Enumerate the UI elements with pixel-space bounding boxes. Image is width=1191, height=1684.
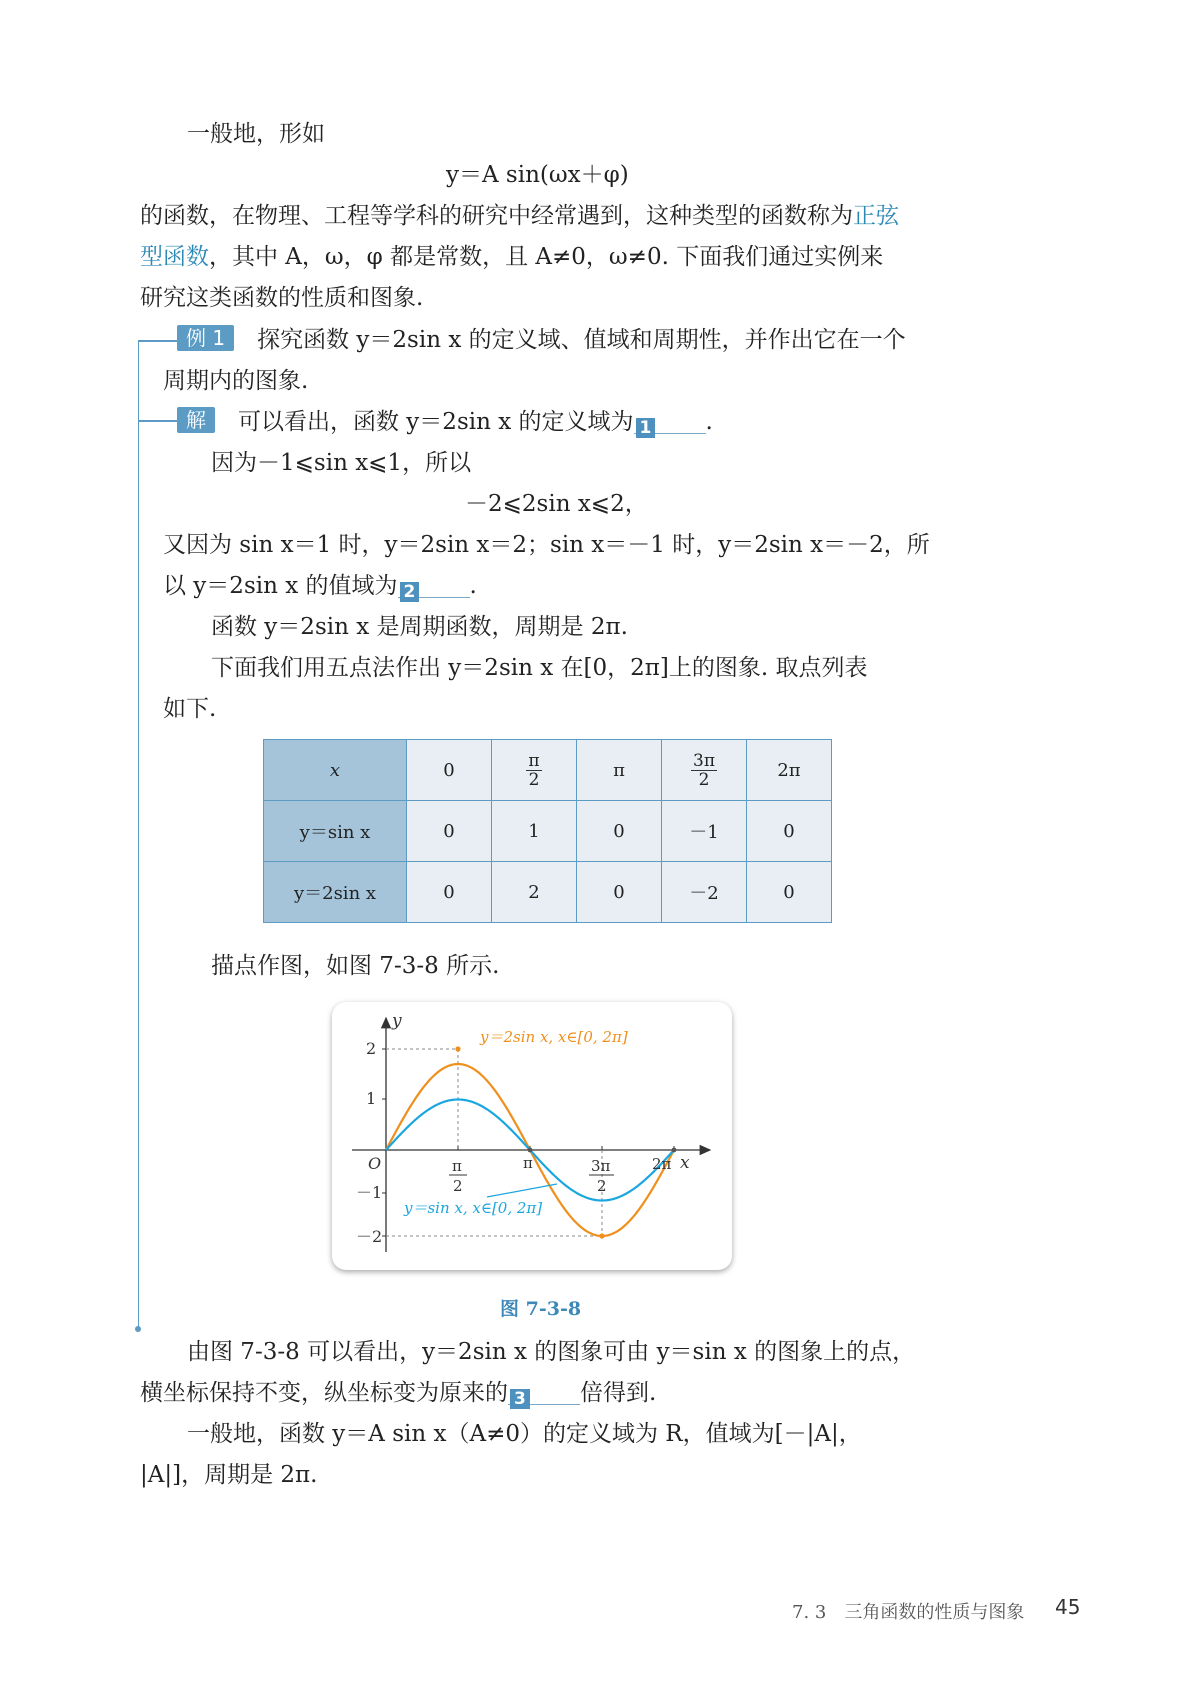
blank-3[interactable]: [508, 1380, 580, 1409]
frac-pi-half: [526, 752, 541, 789]
frac-num: 3π: [693, 750, 715, 771]
table-row: [264, 862, 832, 923]
x-tick-label-three-pi-half-den: 2: [597, 1177, 607, 1195]
x-tick-label-two-pi: 2π: [652, 1155, 672, 1173]
definition-text-b: ，其中 A，ω，φ 都是常数，且 A≠0，ω≠0. 下面我们通过实例来: [209, 244, 884, 270]
table-row: [264, 801, 832, 862]
point-min-2sin: [599, 1233, 604, 1238]
bracket-end-dot: [135, 1326, 141, 1332]
x-tick-label-pi-half-den: 2: [453, 1177, 463, 1195]
x-tick-label-pi-half-num: π: [452, 1157, 462, 1175]
example-text-a: 探究函数 y＝2sin x 的定义域、值域和周期性，并作出它在一个: [257, 327, 906, 353]
legend-label-2sin: y＝2sin x, x∈[0, 2π]: [480, 1028, 628, 1046]
blank-3-number: 3: [510, 1389, 530, 1409]
figure-box: [332, 1002, 732, 1270]
solution-period-2: .: [469, 573, 477, 599]
point-max-2sin: [455, 1046, 460, 1051]
table-row-label-sin: y＝sin x: [264, 801, 407, 862]
formula-general: y＝A sin(ωx＋φ): [446, 162, 629, 188]
solution-line3: 又因为 sin x＝1 时，y＝2sin x＝2；sin x＝－1 时，y＝2sin x＝－2，所: [163, 532, 930, 558]
table-cell: 1: [492, 801, 577, 862]
frac-den: 2: [698, 769, 710, 790]
solution-line2: 因为－1⩽sin x⩽1，所以: [211, 450, 472, 476]
table-x-pi: π: [577, 740, 662, 801]
solution-line7: 如下.: [163, 696, 217, 722]
axis-label-y: y: [392, 1011, 402, 1031]
paragraph-definition-line2: [140, 240, 883, 274]
sine-graph: [332, 1002, 732, 1270]
table-cell: 0: [407, 862, 492, 923]
paragraph-conclusion-line1: 由图 7-3-8 可以看出，y＝2sin x 的图象可由 y＝sin x 的图象上的点，: [187, 1339, 916, 1365]
label-pointer: [487, 1184, 557, 1197]
solution-text-4: 以 y＝2sin x 的值域为: [163, 573, 398, 599]
table-x-two-pi: 2π: [747, 740, 832, 801]
solution-tag: 解: [177, 407, 215, 433]
origin-label: O: [368, 1154, 382, 1173]
value-table: [263, 739, 832, 923]
blank-1[interactable]: [634, 409, 706, 438]
paragraph-definition-line1: [140, 199, 899, 233]
example-tag: 例 1: [177, 325, 234, 351]
bracket-tick-example: [138, 340, 178, 342]
table-cell: －2: [662, 862, 747, 923]
table-header-x: x: [264, 740, 407, 801]
table-cell: 0: [747, 801, 832, 862]
table-row: [264, 740, 832, 801]
figure-caption: 图 7-3-8: [500, 1298, 582, 1320]
page-number: 45: [1055, 1595, 1081, 1619]
term-sine-type-a: 正弦: [853, 203, 899, 229]
blank-2[interactable]: [398, 573, 470, 602]
solution-line1: [177, 405, 713, 439]
table-cell: 0: [577, 862, 662, 923]
solution-line4: [163, 569, 477, 603]
paragraph-general-line1: 一般地，函数 y＝A sin x（A≠0）的定义域为 R，值域为[－|A|，: [187, 1421, 862, 1447]
solution-formula: －2⩽2sin x⩽2，: [465, 491, 648, 517]
y-tick-label-neg1: －1: [356, 1183, 383, 1202]
point-two-pi: [672, 1148, 677, 1153]
bracket-tick-solution: [138, 420, 178, 422]
blank-2-number: 2: [400, 582, 420, 602]
paragraph-definition-line3: 研究这类函数的性质和图象.: [140, 285, 424, 311]
example-line1: [177, 323, 906, 357]
example-bracket: [138, 340, 179, 1330]
table-x-pi-half: [492, 740, 577, 801]
solution-period-1: .: [705, 409, 713, 435]
conclusion-text: 横坐标保持不变，纵坐标变为原来的: [140, 1380, 508, 1406]
paragraph-intro: 一般地，形如: [187, 121, 325, 147]
table-cell: 0: [407, 801, 492, 862]
footer-section-title: 7. 3 三角函数的性质与图象: [792, 1602, 1025, 1623]
solution-text-1: 可以看出，函数 y＝2sin x 的定义域为: [238, 409, 634, 435]
x-tick-label-pi: π: [523, 1154, 533, 1172]
point-pi: [528, 1148, 533, 1153]
paragraph-conclusion-line2: [140, 1376, 656, 1410]
table-cell: 2: [492, 862, 577, 923]
solution-line6: 下面我们用五点法作出 y＝2sin x 在[0，2π]上的图象. 取点列表: [211, 655, 868, 681]
definition-text: 的函数，在物理、工程等学科的研究中经常遇到，这种类型的函数称为: [140, 203, 853, 229]
y-tick-label-2: 2: [366, 1039, 377, 1058]
blank-1-number: 1: [636, 418, 656, 438]
frac-num: π: [528, 750, 540, 771]
y-tick-label-neg2: －2: [356, 1227, 383, 1246]
paragraph-general-line2: |A|]，周期是 2π.: [140, 1462, 318, 1488]
x-tick-label-three-pi-half-num: 3π: [591, 1157, 611, 1175]
solution-line5: 函数 y＝2sin x 是周期函数，周期是 2π.: [211, 614, 628, 640]
frac-den: 2: [528, 769, 540, 790]
table-cell: －1: [662, 801, 747, 862]
frac-three-pi-half: [691, 752, 717, 789]
term-sine-type-b: 型函数: [140, 244, 209, 270]
table-x-0: 0: [407, 740, 492, 801]
table-row-label-2sin: y＝2sin x: [264, 862, 407, 923]
solution-line8: 描点作图，如图 7-3-8 所示.: [211, 953, 500, 979]
legend-label-sin: y＝sin x, x∈[0, 2π]: [404, 1199, 543, 1217]
axis-label-x: x: [680, 1153, 690, 1173]
table-cell: 0: [747, 862, 832, 923]
example-line2: 周期内的图象.: [163, 368, 309, 394]
y-tick-label-1: 1: [366, 1089, 377, 1108]
table-x-three-pi-half: [662, 740, 747, 801]
table-cell: 0: [577, 801, 662, 862]
conclusion-text-end: 倍得到.: [580, 1380, 657, 1406]
